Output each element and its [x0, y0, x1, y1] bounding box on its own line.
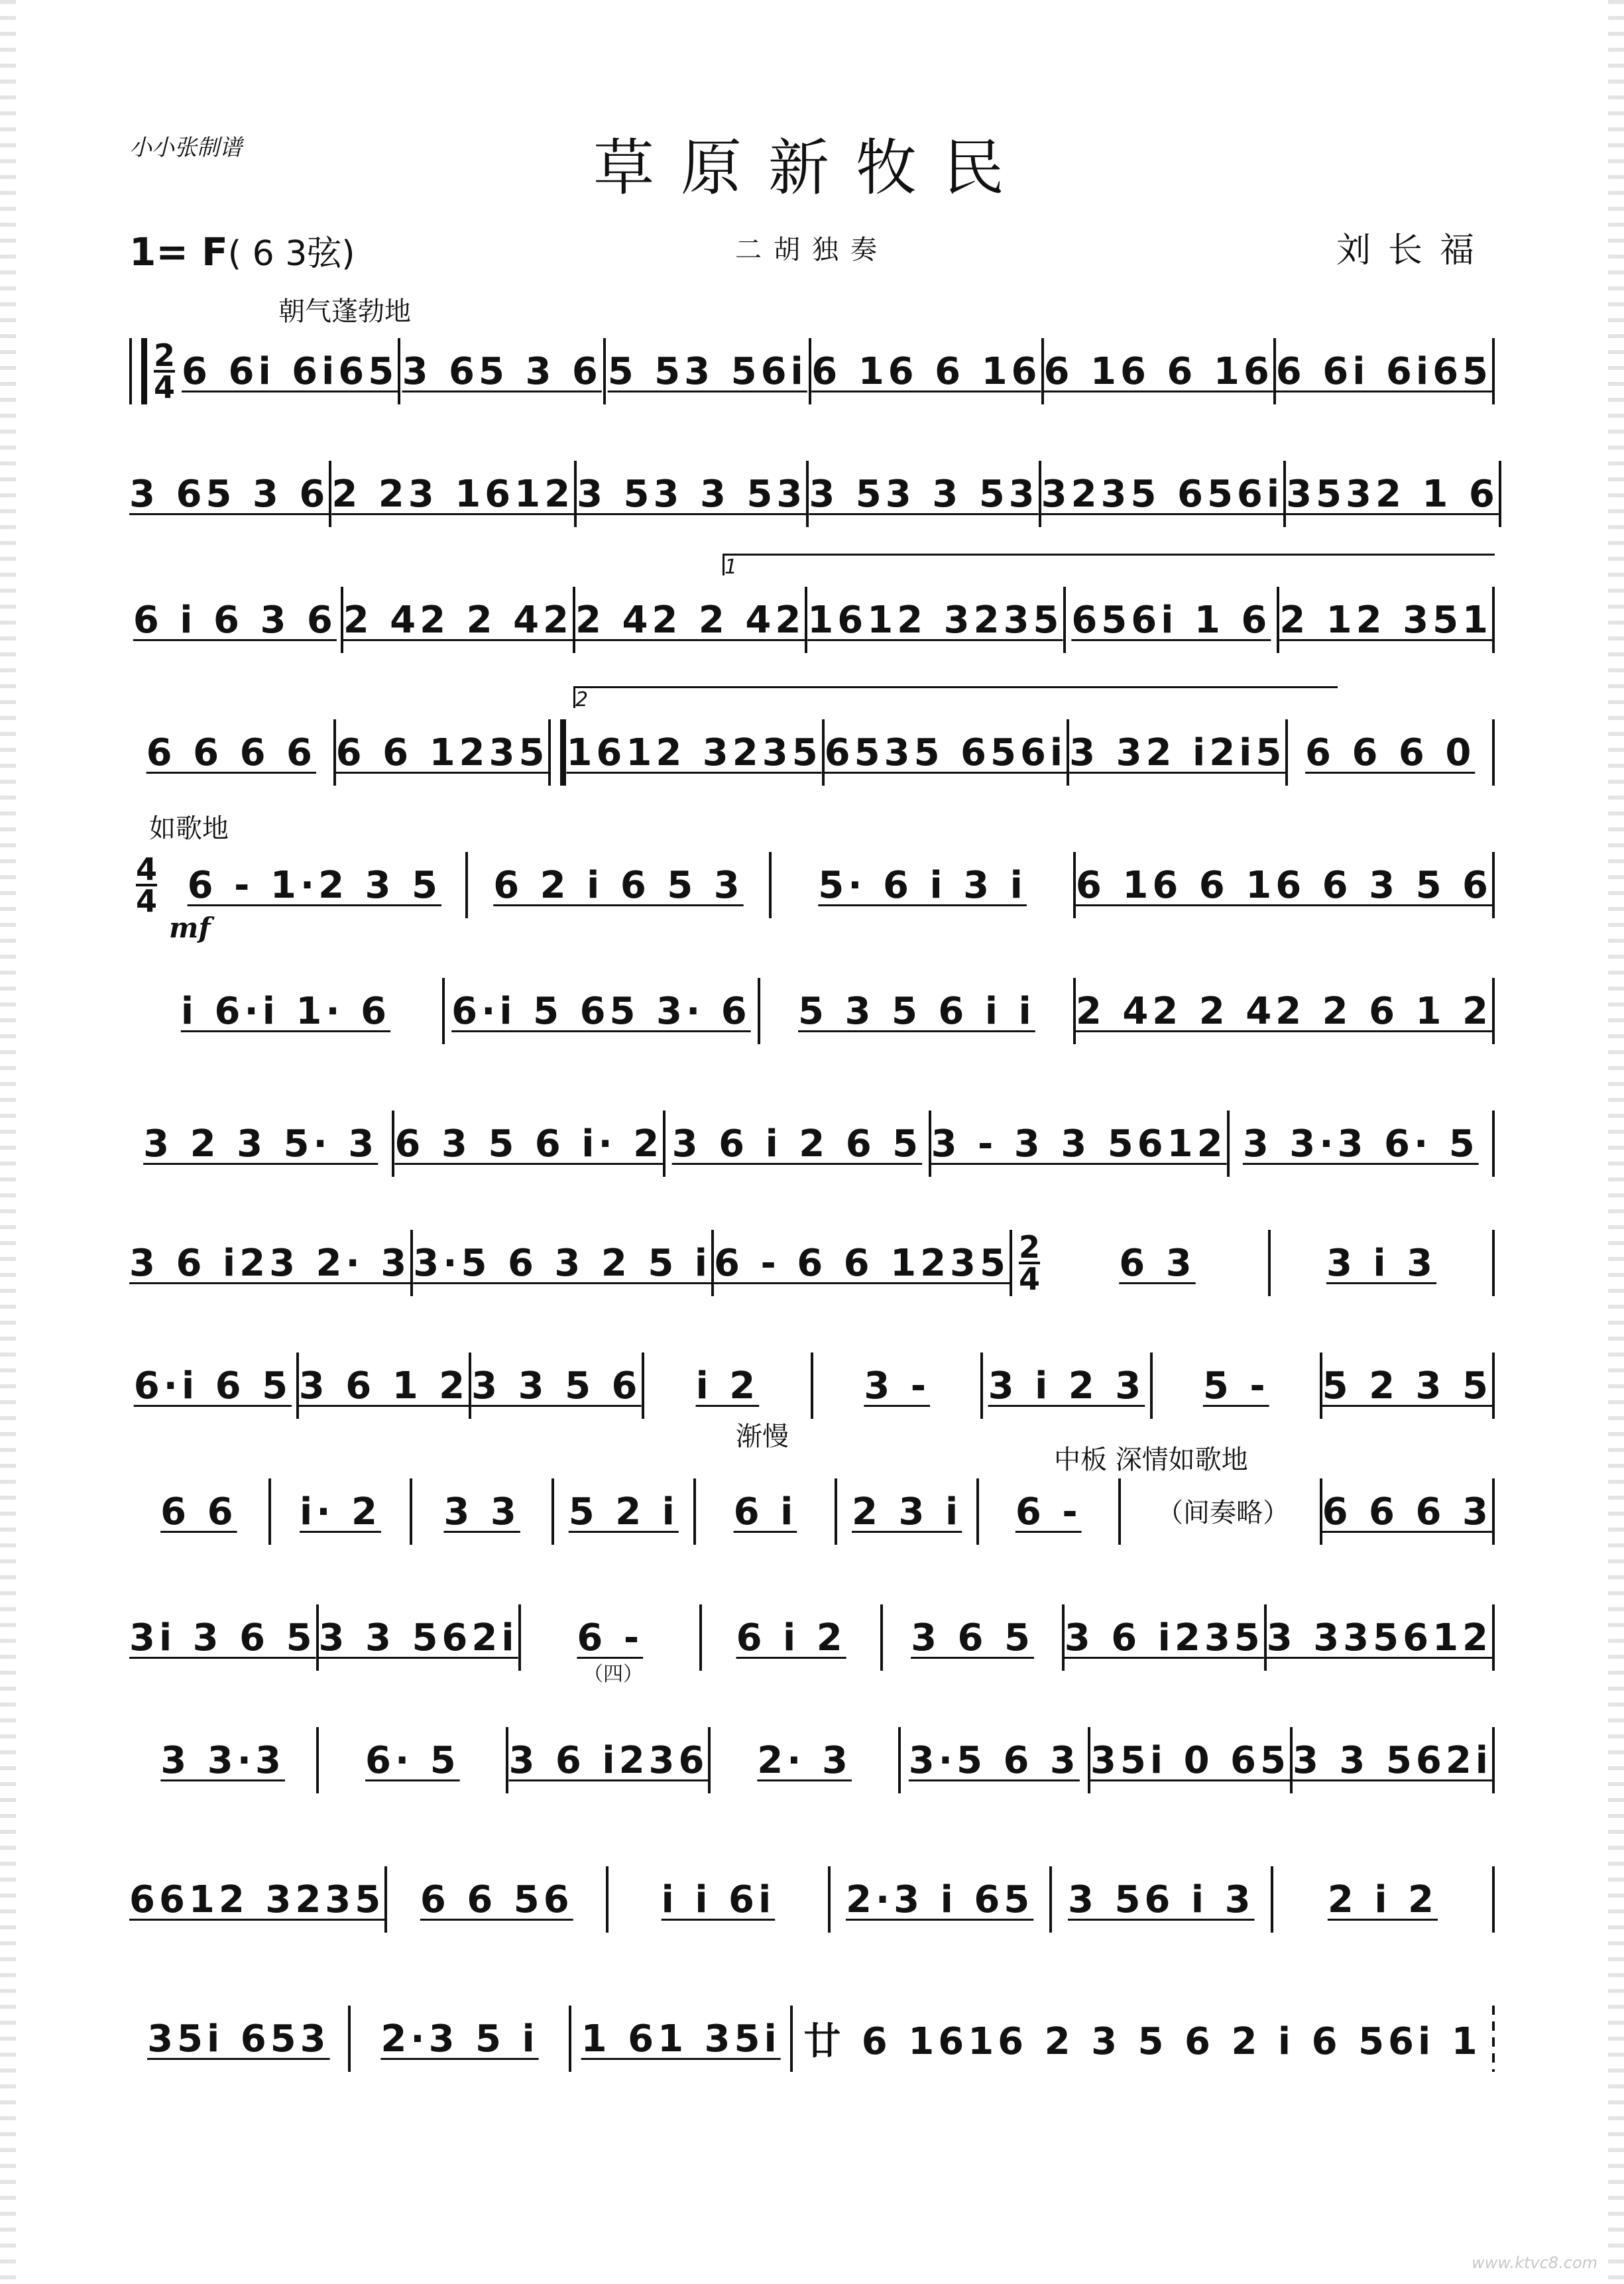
- measure: 2·3 5 i: [380, 2017, 539, 2061]
- measure: 656i 1 6: [1071, 598, 1271, 642]
- barline: [1492, 1111, 1495, 1177]
- measure: 6 2 i 6 5 3: [493, 863, 744, 907]
- measure: 3 3: [443, 1490, 520, 1533]
- instrument-subtitle: 二胡独奏: [735, 235, 889, 265]
- barline: [1492, 852, 1495, 918]
- measure: 2· 3: [757, 1738, 852, 1782]
- measure: 1 61 35i: [581, 2017, 781, 2061]
- measure: 6 3: [1119, 1241, 1196, 1285]
- measure: 5 -: [1202, 1364, 1269, 1408]
- barline: [1492, 587, 1495, 653]
- measure: 35i 653: [147, 2017, 330, 2061]
- measure: 6 6 1235: [335, 731, 549, 774]
- staff-system-13: [129, 1853, 1495, 1933]
- barline: [1492, 1478, 1495, 1545]
- measure: i 2: [695, 1364, 760, 1408]
- measure: 3 6 i236: [508, 1738, 709, 1782]
- measure: 6 -: [577, 1616, 644, 1659]
- measure: 6535 656i: [824, 731, 1067, 774]
- key-prefix: 1= F: [129, 229, 228, 274]
- arranger-credit: 小小张制谱: [129, 135, 242, 161]
- measure: 3 -: [864, 1364, 931, 1408]
- barline: [1492, 719, 1495, 786]
- measure: 5 2 3 5: [1322, 1364, 1492, 1408]
- measure: i· 2: [300, 1490, 381, 1533]
- barline: [1118, 1478, 1121, 1545]
- measure: 6 -: [1015, 1490, 1082, 1533]
- staff-system-14: [129, 1992, 1495, 2072]
- staff-system-12: [129, 1714, 1495, 1793]
- measure: 3 6 i23 2· 3: [129, 1241, 411, 1285]
- cadenza-measure: 廿 6 1616 2 3 5 6 2 i 6 56i 1: [803, 2020, 1481, 2063]
- interlude-note: （间奏略）: [1157, 1498, 1289, 1528]
- measure: i i 6i: [661, 1878, 776, 1921]
- measure: 6 i: [733, 1490, 797, 1533]
- staff-system-7: [129, 1097, 1495, 1177]
- measure: 3i 3 6 5: [129, 1616, 316, 1659]
- measure: 2·3 i 65: [845, 1878, 1034, 1921]
- volta-bracket-1: 1: [723, 554, 1495, 575]
- barline: [1499, 461, 1501, 527]
- measure: 3 6 1 2: [298, 1364, 469, 1408]
- measure: 3 335612: [1266, 1616, 1492, 1659]
- measure: 6 6: [160, 1490, 237, 1533]
- measure: 35i 0 65: [1090, 1738, 1290, 1782]
- staff-system-6: [129, 965, 1495, 1044]
- measure: 2 42 2 42 2 6 1 2: [1075, 989, 1492, 1033]
- volta-bracket-2: 2: [573, 686, 1338, 708]
- measure: 5· 6 i 3 i: [818, 863, 1027, 907]
- measure: 3 53 3 53: [809, 472, 1039, 516]
- measure: 6·i 5 65 3· 6: [451, 989, 751, 1033]
- measure: 2 42 2 42: [575, 598, 805, 642]
- right-page-edge: [1608, 0, 1624, 2284]
- measure: 5 53 56i: [607, 349, 807, 393]
- repeat-end-barline: [548, 719, 566, 786]
- measure: 2 3 i: [852, 1490, 962, 1533]
- measure: 3 i 2 3: [988, 1364, 1145, 1408]
- measure: 6 6 6 3: [1322, 1490, 1492, 1533]
- staff-system-1: [129, 325, 1495, 404]
- measure: 3 3·3 6· 5: [1242, 1122, 1479, 1166]
- barline: [1492, 1352, 1495, 1419]
- measure: 6 i 2: [736, 1616, 846, 1659]
- measure: 3 32 i2i5: [1069, 731, 1286, 774]
- barline: [1492, 1604, 1495, 1671]
- measure: 3 3 562i: [318, 1616, 518, 1659]
- site-watermark: www.ktvc8.com: [1472, 2254, 1597, 2272]
- measure: 3 3 5 6: [471, 1364, 642, 1408]
- composer-name: 刘长福: [1336, 231, 1491, 270]
- measure: 6 6 6 6: [146, 731, 317, 774]
- measure: 6 6i 6i65: [182, 349, 398, 393]
- staff-system-5: [129, 839, 1495, 944]
- measure: 2 i 2: [1327, 1878, 1438, 1921]
- measure: 3 - 3 3 5612: [931, 1122, 1227, 1166]
- staff-system-4: [129, 688, 1495, 786]
- measure: 3 3 562i: [1292, 1738, 1492, 1782]
- measure: 3 6 i 2 6 5: [671, 1122, 923, 1166]
- measure: 3 2 3 5· 3: [143, 1122, 378, 1166]
- measure: 6 6 6 0: [1305, 731, 1476, 774]
- measure: 3 65 3 6: [402, 349, 602, 393]
- time-signature: 2 4: [1018, 1229, 1040, 1297]
- staff-system-10: [129, 1465, 1495, 1545]
- string-tuning: ( 6 3弦): [227, 234, 355, 274]
- measure: 6 16 6 16: [1043, 349, 1273, 393]
- measure: 3235 656i: [1041, 472, 1284, 516]
- measure: 3 53 3 53: [577, 472, 807, 516]
- repeat-start-barline: [129, 338, 147, 404]
- string-indication: （四）: [583, 1663, 643, 1686]
- barline: [1492, 338, 1495, 404]
- measure: 3 6 5: [911, 1616, 1034, 1659]
- score-title: 草原新牧民: [593, 133, 1031, 204]
- ritardando-marking: 渐慢: [736, 1421, 789, 1452]
- staff-system-2: [129, 448, 1499, 527]
- staff-system-3: [129, 556, 1495, 653]
- measure: 6 16 6 16: [811, 349, 1041, 393]
- measure: 5 2 i: [568, 1490, 679, 1533]
- left-page-edge: [0, 0, 16, 2284]
- barline: [1010, 1230, 1012, 1296]
- measure: 3532 1 6: [1286, 472, 1499, 516]
- measure: 3 3·3: [160, 1738, 285, 1782]
- measure: 2 23 1612: [331, 472, 575, 516]
- measure: 3 i 3: [1326, 1241, 1437, 1285]
- time-signature: 4 4: [136, 851, 158, 919]
- dynamic-marking: mf: [169, 912, 211, 944]
- expression-opening: 朝气蓬勃地: [278, 296, 411, 327]
- measure: 1612 3235: [807, 598, 1063, 642]
- measure: 6612 3235: [129, 1878, 385, 1921]
- staff-system-9: [129, 1339, 1495, 1419]
- measure: 3 6 i235: [1064, 1616, 1264, 1659]
- staff-system-11: [129, 1591, 1495, 1671]
- measure: 3 56 i 3: [1067, 1878, 1255, 1921]
- measure: 6 i 6 3 6: [133, 598, 337, 642]
- measure: 5 3 5 6 i i: [798, 989, 1035, 1033]
- measure: 6 - 1·2 3 5: [187, 863, 441, 907]
- measure: i 6·i 1· 6: [180, 989, 391, 1033]
- measure: 2 42 2 42: [343, 598, 573, 642]
- measure: 1612 3235: [566, 731, 822, 774]
- barline: [1492, 1727, 1495, 1793]
- measure: 3·5 6 3 2 5 i: [413, 1241, 711, 1285]
- measure: 6 3 5 6 i· 2: [394, 1122, 664, 1166]
- expression-singing: 如歌地: [149, 813, 229, 844]
- measure: 3 65 3 6: [129, 472, 329, 516]
- measure: 6 6 56: [420, 1878, 573, 1921]
- dashed-barline: [1492, 2006, 1495, 2072]
- measure: 6· 5: [365, 1738, 460, 1782]
- barline: [1492, 1866, 1495, 1933]
- barline: [1492, 978, 1495, 1044]
- measure: 2 12 351: [1279, 598, 1492, 642]
- staff-system-8: [129, 1217, 1495, 1296]
- measure: 3·5 6 3: [908, 1738, 1080, 1782]
- measure: 6·i 6 5: [133, 1364, 292, 1408]
- tempo-change-marking: 中板 深情如歌地: [1054, 1445, 1248, 1475]
- measure: 6 6i 6i65: [1275, 349, 1493, 393]
- measure: 6 16 6 16 6 3 5 6: [1075, 863, 1493, 907]
- measure: 6 - 6 6 1235: [714, 1241, 1010, 1285]
- time-signature: 2 4: [154, 337, 176, 405]
- barline: [1492, 1230, 1495, 1296]
